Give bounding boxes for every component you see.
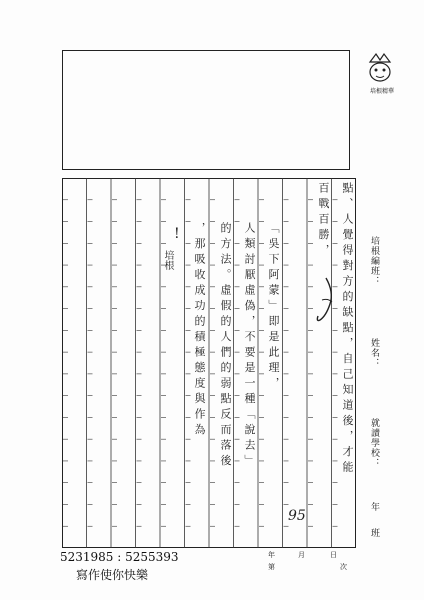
teacher-mark-tag: 培根	[162, 250, 173, 270]
id-numbers: 5231985 : 5255393	[60, 550, 179, 564]
exclaim-mark: !	[174, 226, 180, 242]
reading-school-label: 就讀學校：	[369, 418, 379, 468]
essay-column: 百戰百勝，	[317, 182, 330, 260]
mascot-logo-icon	[362, 50, 398, 86]
writing-grid	[62, 178, 356, 548]
essay-column: 點、人覺得對方的缺點，自己知道後，才能	[341, 182, 354, 477]
essay-column: 的方法。虛假的人們的弱點反而落後	[219, 222, 232, 470]
date-year-label: 年	[268, 551, 275, 559]
score-mark: 95	[288, 508, 306, 524]
essay-column: 「吳下阿蒙」即是此理，	[267, 222, 280, 393]
school-field-label: 培根編班：	[369, 236, 379, 286]
essay-column: 人類討厭虛偽，不要是一種「說去」	[243, 222, 256, 470]
grade-label: 年	[369, 502, 379, 512]
footer-slogan: 寫作使你快樂	[76, 568, 149, 582]
check-swirl-icon	[312, 276, 338, 324]
comment-box	[62, 50, 350, 170]
date-day-label: 日	[330, 551, 337, 559]
date-month-label: 月	[298, 551, 305, 559]
essay-column: ，那吸收成功的積極態度與作為	[193, 222, 206, 439]
class-label: 班	[369, 528, 379, 538]
logo-caption: 培根精華	[369, 88, 394, 95]
page-suffix-label: 次	[340, 563, 347, 571]
page-prefix-label: 第	[268, 563, 275, 571]
name-field-label: 姓名：	[369, 338, 379, 368]
